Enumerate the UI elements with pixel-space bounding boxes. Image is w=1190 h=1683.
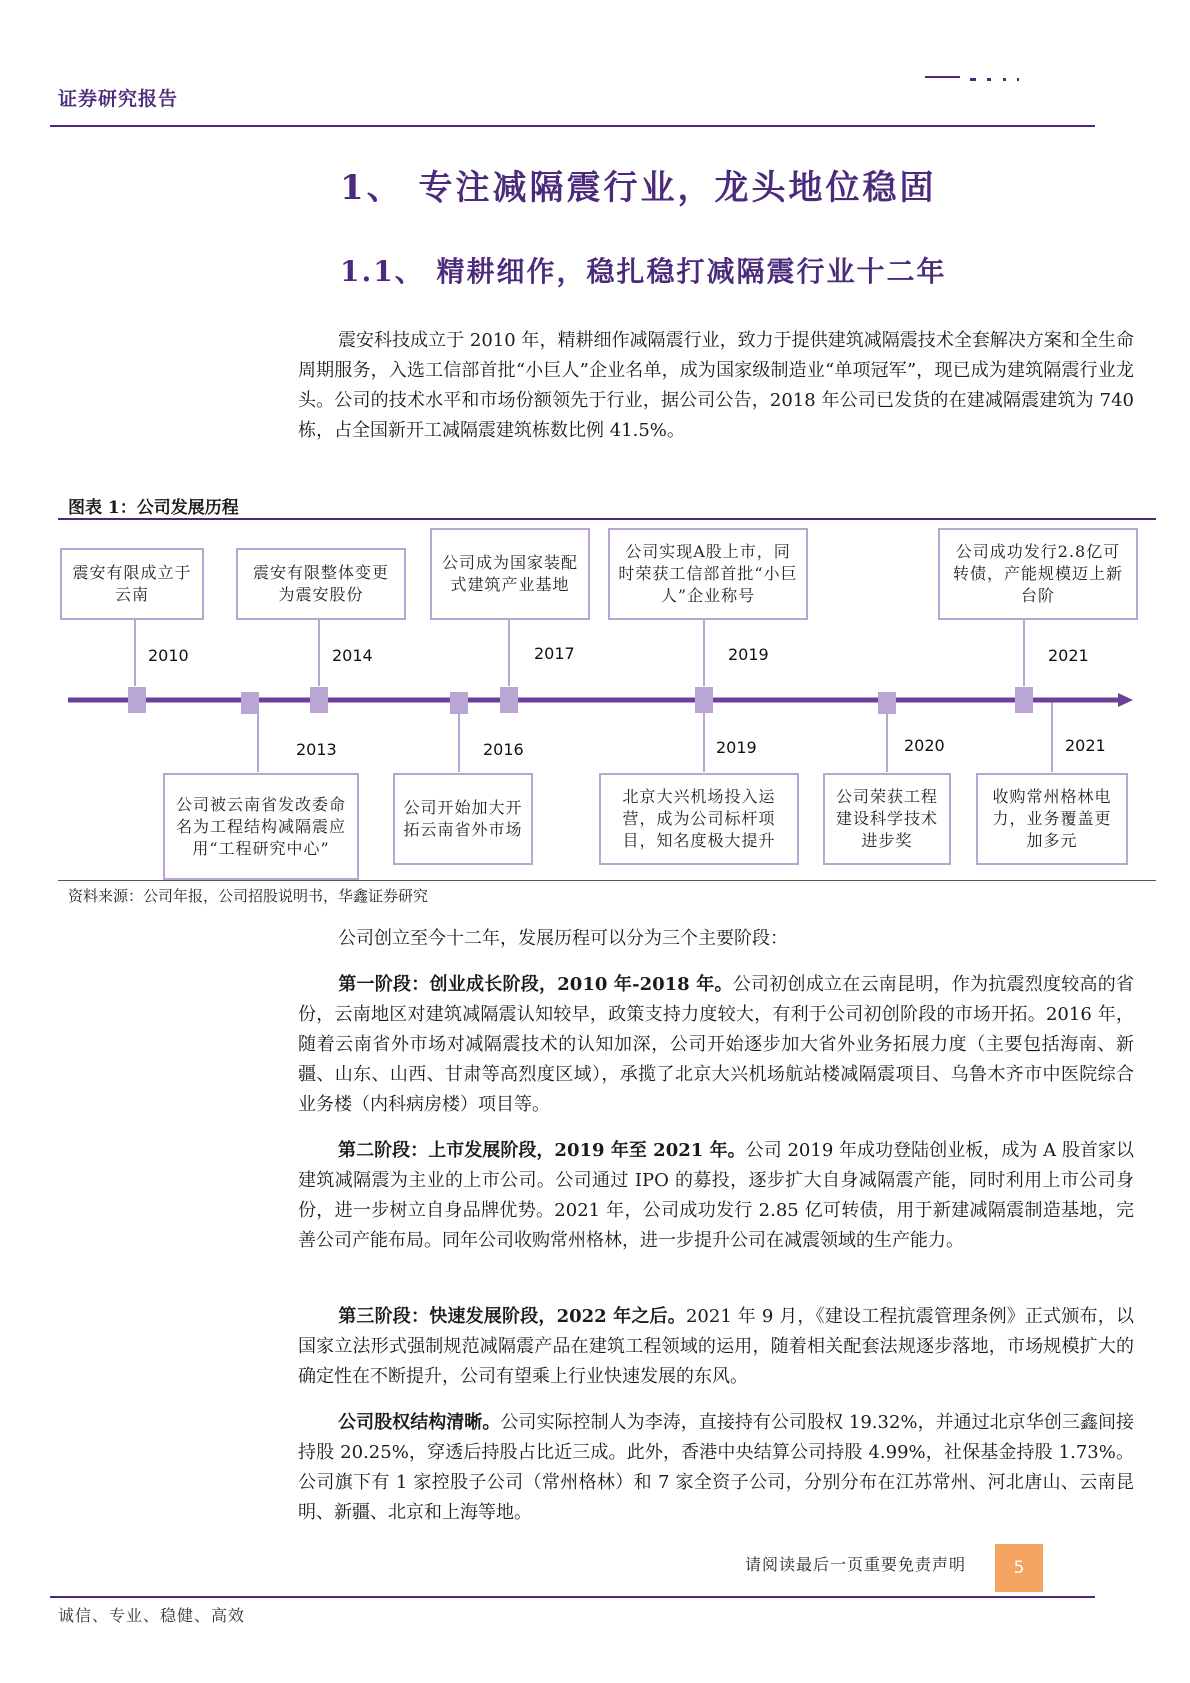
figure-source: 资料来源：公司年报，公司招股说明书，华鑫证券研究: [68, 887, 429, 905]
year-label-2021-top: 2021: [1048, 646, 1089, 665]
node-2016: [450, 692, 468, 714]
stage2-paragraph: [298, 1136, 1134, 1256]
intro-text: 震安科技成立于 2010 年，精耕细作减隔震行业，致力于提供建筑减隔震技术全套解决方案和全生命周期服务，入选工信部首批“小巨人”企业名单，成为国家级制造业“单项冠军”，现已成为建筑隔震行业龙头。公司的技术水平和市场份额领先于行业，据公司公告，2018 年公司已发货的在建减隔震建筑为 740 栋，占全国新开工减隔震建筑栋数比例 41.5%。: [298, 330, 1134, 441]
year-label-2021-bot: 2021: [1065, 736, 1106, 755]
event-box-2010: 震安有限成立于云南: [60, 548, 204, 620]
stage3-text: 2021 年 9 月，《建设工程抗震管理条例》正式颁布，以国家立法形式强制规范减隔震产品在建筑工程领域的运用，随着相关配套法规逐步落地，市场规模扩大的确定性在不断提升，公司有望乘上行业快速发展的东风。: [298, 1306, 1134, 1387]
stage2-title: 第二阶段：上市发展阶段，2019 年至 2021 年。: [338, 1140, 746, 1161]
node-2021: [1015, 687, 1033, 713]
node-2019: [695, 687, 713, 713]
year-label-2019-bot: 2019: [716, 738, 757, 757]
disclaimer-note: 请阅读最后一页重要免责声明: [745, 1555, 967, 1574]
timeline-arrowhead: [1118, 693, 1133, 707]
footer-divider: [50, 1596, 1095, 1598]
page-number-badge: 5: [995, 1544, 1043, 1592]
equity-title: 公司股权结构清晰。: [338, 1412, 501, 1433]
stage2-text: 公司 2019 年成功登陆创业板，成为 A 股首家以建筑减隔震为主业的上市公司。公司通过 IPO 的募投，逐步扩大自身减隔震产能，同时利用上市公司身份，进一步树立自身品牌优势。2021 年，公司成功发行 2.85 亿可转债，用于新建减隔震制造基地，完善公司产能布局。同年公司收购常州格林，进一步提升公司在减震领域的生产能力。: [298, 1140, 1134, 1251]
figure-bottom-rule: [58, 880, 1156, 881]
equity-paragraph: [298, 1408, 1134, 1528]
section-heading: 1、 专注减隔震行业，龙头地位稳固: [340, 168, 937, 208]
year-label-2020: 2020: [904, 736, 945, 755]
footer-motto: 诚信、专业、稳健、高效: [58, 1606, 246, 1625]
year-label-2016: 2016: [483, 740, 524, 759]
event-box-2021-bot: 收购常州格林电力，业务覆盖更加多元: [976, 773, 1128, 865]
node-2010: [128, 687, 146, 713]
event-box-2014: 震安有限整体变更为震安股份: [236, 548, 406, 620]
year-label-2019-top: 2019: [728, 645, 769, 664]
equity-text: 公司实际控制人为李涛，直接持有公司股权 19.32%，并通过北京华创三鑫间接持股 20.25%，穿透后持股占比近三成。此外，香港中央结算公司持股 4.99%，社保基金持股 1.73%。公司旗下有 1 家控股子公司（常州格林）和 7 家全资子公司，分别分布在江苏常州、河北唐山、云南昆明、新疆、北京和上海等地。: [298, 1412, 1134, 1523]
year-label-2010: 2010: [148, 646, 189, 665]
node-2017: [500, 687, 518, 713]
event-box-2020: 公司荣获工程建设科学技术进步奖: [823, 773, 951, 865]
header-logo-mark: [925, 76, 1075, 86]
stage1-text: 公司初创成立在云南昆明，作为抗震烈度较高的省份，云南地区对建筑减隔震认知较早，政策支持力度较大，有利于公司初创阶段的市场开拓。2016 年，随着云南省外市场对减隔震技术的认知加深，公司开始逐步加大省外业务拓展力度（主要包括海南、新疆、山东、山西、甘肃等高烈度区域），承揽了北京大兴机场航站楼减隔震项目、乌鲁木齐市中医院综合业务楼（内科病房楼）项目等。: [298, 974, 1135, 1115]
stage3-title: 第三阶段：快速发展阶段，2022 年之后。: [338, 1306, 686, 1327]
header-divider: [50, 125, 1095, 127]
year-label-2013: 2013: [296, 740, 337, 759]
node-2020: [878, 692, 896, 714]
body-lead-text: 公司创立至今十二年，发展历程可以分为三个主要阶段：: [338, 928, 788, 949]
node-2013: [241, 692, 259, 714]
report-header-title: 证券研究报告: [58, 88, 179, 110]
figure-caption: 图表 1：公司发展历程: [68, 498, 239, 518]
event-box-2021-top: 公司成功发行2.8亿可转债，产能规模迈上新台阶: [938, 528, 1138, 620]
body-lead-paragraph: [298, 924, 1134, 954]
event-box-2016: 公司开始加大开拓云南省外市场: [393, 773, 533, 865]
intro-paragraph: [298, 326, 1134, 446]
subsection-heading: 1.1、 精耕细作，稳扎稳打减隔震行业十二年: [340, 255, 947, 288]
event-box-2017: 公司成为国家装配式建筑产业基地: [430, 528, 590, 620]
year-label-2017: 2017: [534, 644, 575, 663]
event-box-2019-bot: 北京大兴机场投入运营，成为公司标杆项目，知名度极大提升: [599, 773, 799, 865]
stage1-title: 第一阶段：创业成长阶段，2010 年-2018 年。: [338, 974, 733, 995]
node-2014: [310, 687, 328, 713]
stage3-paragraph: [298, 1302, 1134, 1392]
event-box-2019-top: 公司实现A股上市，同时荣获工信部首批“小巨人”企业称号: [608, 528, 808, 620]
event-box-2013: 公司被云南省发改委命名为工程结构减隔震应用“工程研究中心”: [163, 773, 359, 880]
year-label-2014: 2014: [332, 646, 373, 665]
stage1-paragraph: [298, 970, 1134, 1120]
